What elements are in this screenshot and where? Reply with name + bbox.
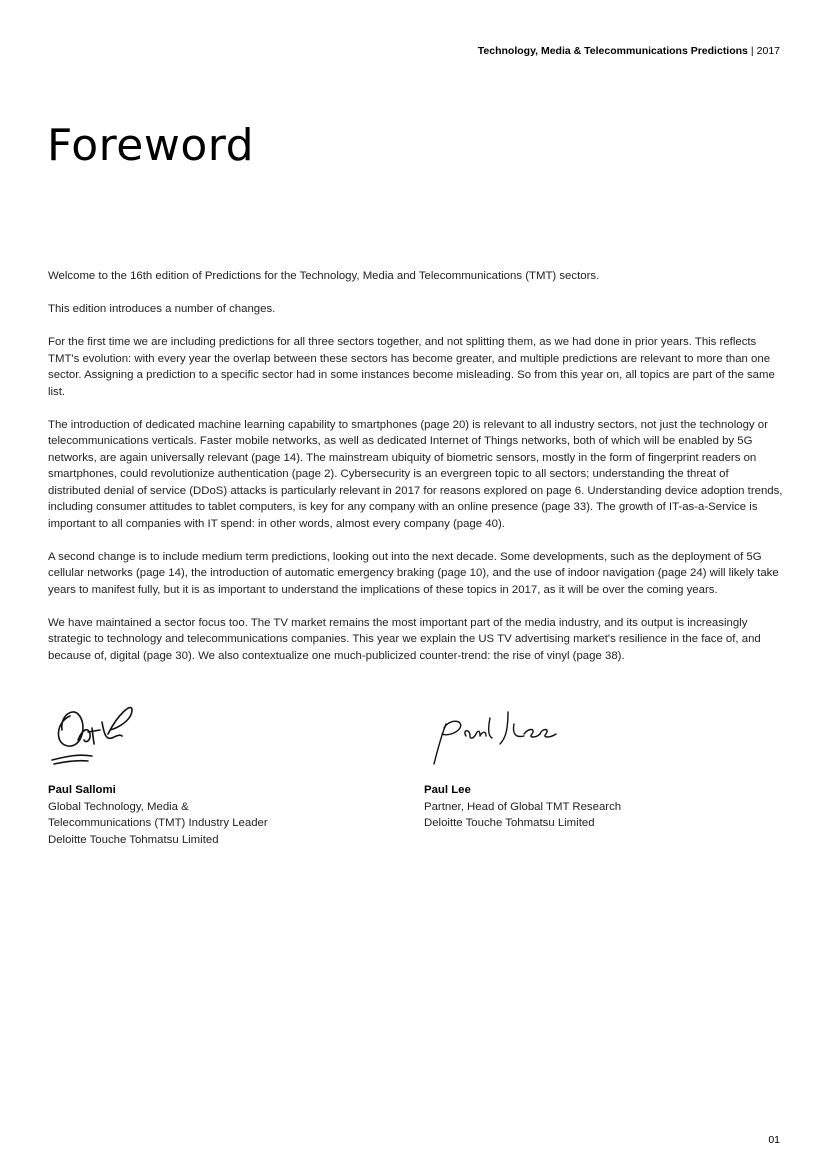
foreword-body (48, 268, 783, 681)
page-title: Foreword (47, 120, 255, 171)
paragraph-1: Welcome to the 16th edition of Predictions for the Technology, Media and Telecommunications (TMT) sectors. (48, 270, 600, 282)
signatory-paul-lee (424, 694, 754, 832)
signatory-name: Paul Lee (424, 784, 471, 796)
paragraph-6: We have maintained a sector focus too. The TV market remains the most important part of the media industry, and its output is increasingly strategic to technology and telecommunications companies. This year we explain the US TV advertising market's resilience in the face of, and because of, digital (page 30). We also contextualize one much-publicized counter-trend: the rise of vinyl (page 38). (48, 616, 761, 662)
signatory-name: Paul Sallomi (48, 784, 116, 796)
publication-title: Technology, Media & Telecommunications Predictions (477, 45, 748, 57)
signature-paul-sallomi (48, 694, 158, 774)
paragraph-3: For the first time we are including predictions for all three sectors together, and not splitting them, as we had done in prior years. This reflects TMT's evolution: with every year the overlap between these sectors has become greater, and multiple predictions are relevant to more than one sector. Assigning a prediction to a specific sector had in some instances become misleading. So from this year on, all topics are part of the same list. (48, 336, 775, 398)
paragraph-4: The introduction of dedicated machine learning capability to smartphones (page 20) is relevant to all industry sectors, not just the technology or telecommunications verticals. Faster mobile networks, as well as dedicated Internet of Things networks, both of which will be enabled by 5G networks, are again universally relevant (page 14). The mainstream ubiquity of biometric sensors, mostly in the form of fingerprint readers on smartphones, could revolutionize authentication (page 2). Cybersecurity is an evergreen topic to all sectors; understanding the threat of distributed denial of service (DDoS) attacks is particularly relevant in 2017 for reasons explored on page 6. Understanding device adoption trends, including consumer attitudes to tablet computers, is key for any company with an online presence (page 33). The growth of IT-as-a-Service is important to all companies with IT spend: in other words, almost every company (page 40). (48, 418, 783, 530)
signatory-organization: Deloitte Touche Tohmatsu Limited (48, 833, 219, 846)
signatory-organization: Deloitte Touche Tohmatsu Limited (424, 817, 595, 829)
signatory-title-line: Telecommunications (TMT) Industry Leader (48, 817, 268, 829)
signatory-title-line: Global Technology, Media & (48, 800, 189, 813)
paragraph-2: This edition introduces a number of changes. (48, 303, 276, 315)
signatory-paul-sallomi (48, 694, 378, 848)
header-separator: | (750, 45, 754, 57)
publication-year: 2017 (756, 45, 780, 57)
signature-paul-lee (424, 694, 564, 774)
page-number: 01 (768, 1134, 780, 1146)
signatory-title-line: Partner, Head of Global TMT Research (424, 800, 622, 813)
paragraph-5: A second change is to include medium term predictions, looking out into the next decade. Some developments, such as the deployment of 5G cellular networks (page 14), the introduction of automatic emergency braking (page 10), and the use of indoor navigation (page 24) will likely take years to manifest fully, but it is as important to understand the implications of these topics in 2017, as it will be over the coming years. (48, 550, 779, 596)
running-header (478, 45, 780, 57)
